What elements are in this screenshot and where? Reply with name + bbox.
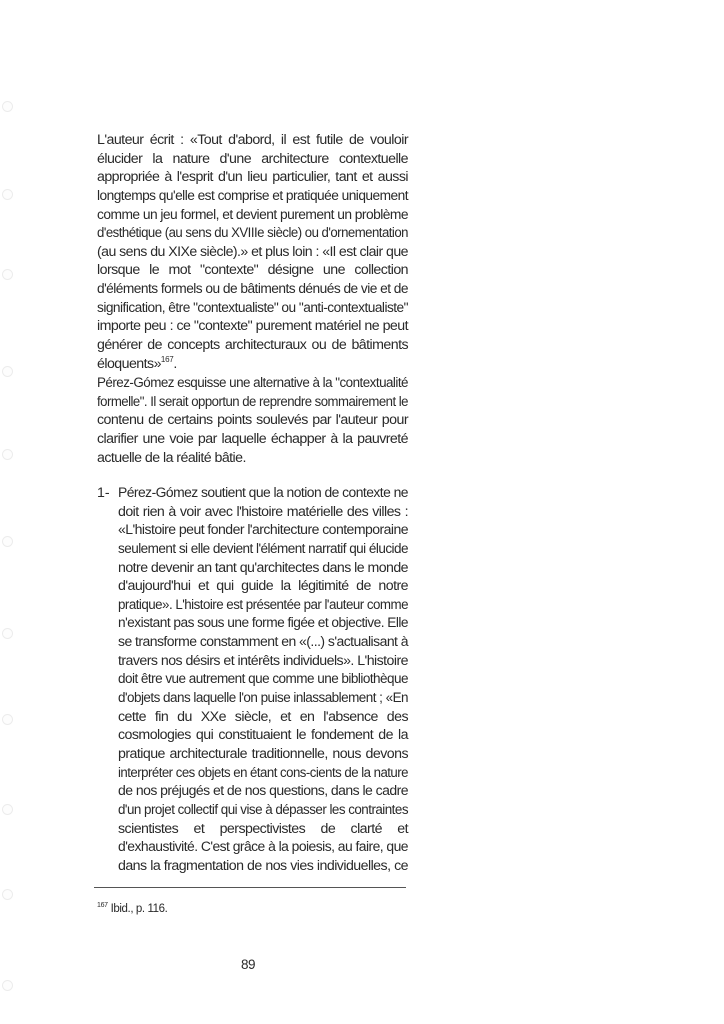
text-line: lorsque le mot "contexte" désigne une collection [97, 262, 408, 279]
punch-hole [2, 366, 13, 377]
text-line: d'esthétique (au sens du XVIIIe siècle) ou d'ornementation [97, 225, 408, 242]
text-line: longtemps qu'elle est comprise et pratiquée uniquement [97, 187, 408, 204]
list-marker: 1- [97, 485, 110, 501]
text-line: d'aujourd'hui et qui guide la légitimité de notre [118, 578, 408, 595]
text-line: Pérez-Gómez soutient que la notion de contexte ne [118, 485, 408, 501]
text-line: cette fin du XXe siècle, et en l'absence des [118, 708, 408, 725]
text-line: doit rien à voir avec l'histoire matérielle des villes : [118, 503, 408, 520]
text-line: comme un jeu formel, et devient purement un problème [97, 206, 408, 223]
text-line: d'exhaustivité. C'est grâce à la poiesis, au faire, que [118, 839, 408, 856]
punch-hole [2, 101, 13, 112]
text-line: générer de concepts architecturaux ou de bâtiments [97, 337, 408, 354]
text-line: Pérez-Gómez esquisse une alternative à la "contextualité [97, 375, 408, 391]
footnote-separator [94, 887, 406, 888]
text-fragment: éloquents» [97, 355, 161, 372]
paragraph-1 [97, 131, 408, 373]
text-line: actuelle de la réalité bâtie. [97, 449, 246, 466]
punch-hole [2, 536, 13, 547]
text-line: n'existant pas sous une forme figée et objective. Elle [118, 615, 408, 632]
text-line: de nos préjugés et de nos questions, dans le cadre [118, 783, 408, 800]
text-line: notre devenir an tant qu'architectes dans le monde [118, 559, 408, 576]
text-line: pratique architecturale traditionnelle, nous devons [118, 745, 408, 762]
punch-hole [2, 714, 13, 725]
list-item-body [118, 484, 408, 875]
text-line: dans la fragmentation de nos vies individuelles, ce [118, 857, 408, 874]
text-line: importe peu : ce "contexte" purement matériel ne peut [97, 318, 408, 335]
text-line: L'auteur écrit : «Tout d'abord, il est futile de vouloir [97, 132, 408, 148]
text-line: travers nos désirs et intérêts individuels». L'histoire [118, 652, 408, 669]
punch-hole [2, 804, 13, 815]
punch-hole [2, 189, 13, 200]
text-line: clarifier une voie par laquelle échapper à la pauvreté [97, 430, 408, 447]
punch-hole [2, 628, 13, 639]
text-line: se transforme constamment en «(...) s'actualisant à [118, 634, 408, 651]
footnote-text: Ibid., p. 116. [110, 903, 168, 915]
text-line: formelle". Il serait opportun de reprendre sommairement le [97, 393, 408, 410]
text-line: scientistes et perspectivistes de clarté et [118, 820, 408, 837]
text-line: pratique». L'histoire est présentée par l'auteur comme [118, 596, 408, 613]
text-line: appropriée à l'esprit d'un lieu particulier, tant et aussi [97, 169, 408, 186]
paragraph-2 [97, 374, 408, 467]
text-line: (au sens du XIXe siècle).» et plus loin : «Il est clair que [97, 243, 408, 260]
text-line [97, 355, 408, 374]
text-fragment: . [173, 355, 177, 372]
footnote [97, 903, 167, 915]
text-line: contenu de certains points soulevés par l'auteur pour [97, 412, 408, 429]
punch-hole [2, 449, 13, 460]
footnote-reference[interactable]: 167 [160, 354, 174, 364]
text-line: d'objets dans laquelle l'on puise inlassablement ; «En [118, 690, 408, 707]
text-line: d'un projet collectif qui vise à dépasser les contraintes [118, 801, 408, 818]
text-line: cosmologies qui constituaient le fondement de la [118, 727, 408, 744]
page-number: 89 [241, 957, 256, 972]
text-line: signification, être "contextualiste" ou "anti-contextualiste" [97, 299, 408, 316]
text-line: interpréter ces objets en étant cons-cients de la nature [118, 764, 408, 781]
punch-hole [2, 980, 13, 991]
text-line: d'éléments formels ou de bâtiments dénués de vie et de [97, 281, 408, 298]
punch-hole [2, 889, 13, 900]
text-line: doit être vue autrement que comme une bibliothèque [118, 671, 408, 688]
punch-hole [2, 269, 13, 280]
footnote-number: 167 [97, 902, 108, 909]
text-line: élucider la nature d'une architecture contextuelle [97, 150, 408, 167]
text-line: seulement si elle devient l'élément narratif qui élucide [118, 540, 408, 557]
text-line: «L'histoire peut fonder l'architecture contemporaine [118, 522, 408, 539]
